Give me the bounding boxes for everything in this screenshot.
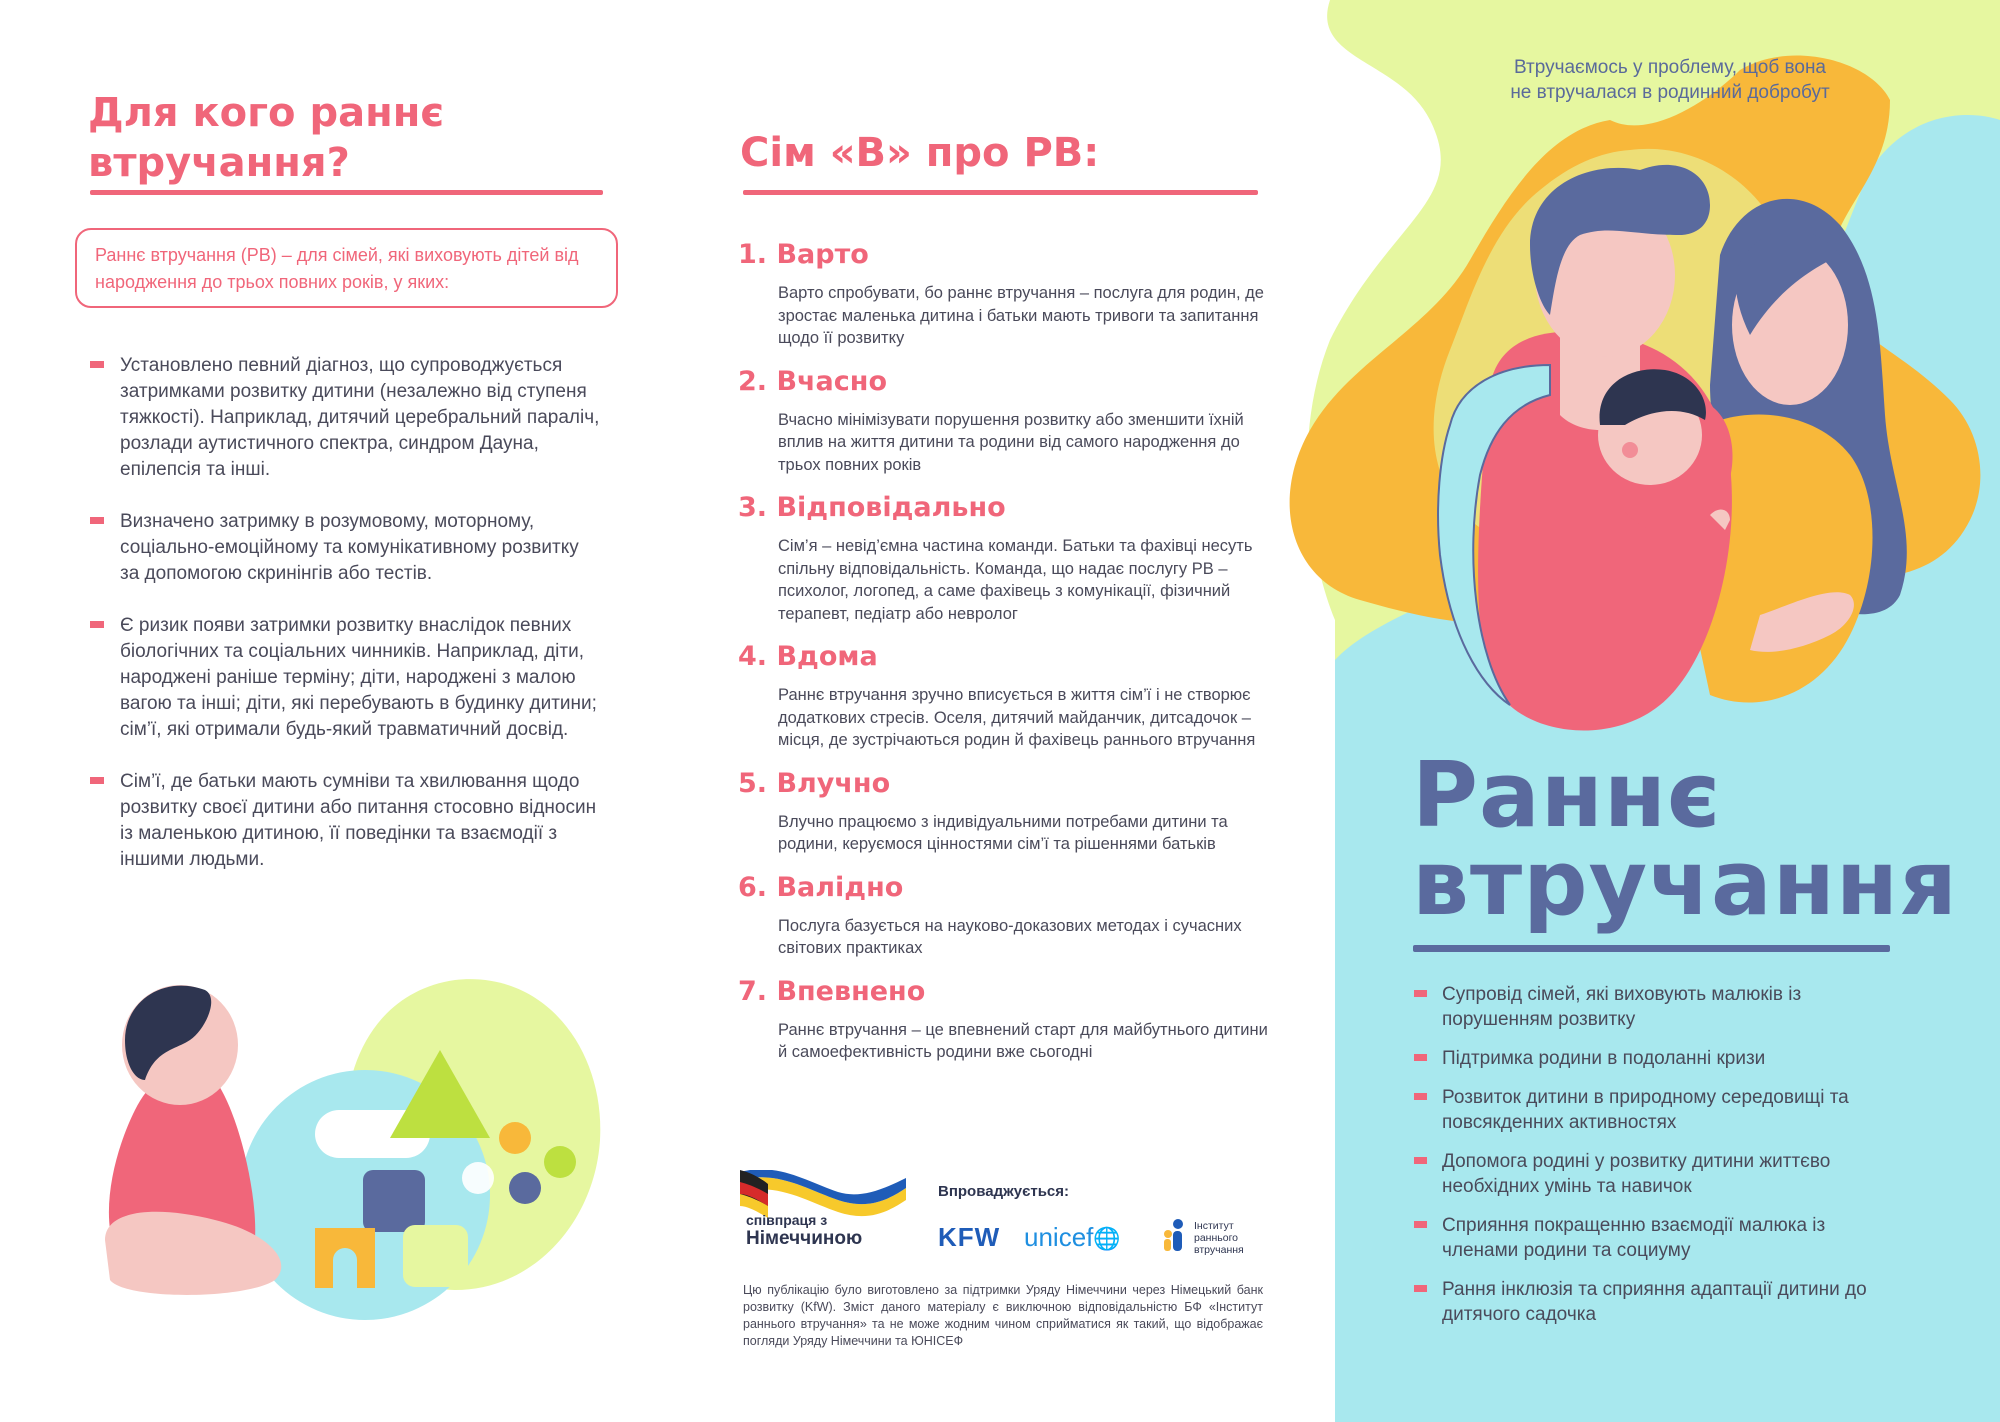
disclaimer-text: Цю публікацію було виготовлено за підтримки Уряду Німеччини через Німецький банк розвитку (KfW). Зміст даного матеріалу є виключною відповідальністю БФ «Інститут раннього втручання» та не може жодним чином сприйматися як такий, що відображає погляди Уряду Німеччини та ЮНІСЕФ	[743, 1283, 1263, 1348]
middle-title-rule	[743, 190, 1258, 195]
item-title: 6. Валідно	[738, 871, 904, 903]
left-title-rule	[90, 190, 603, 195]
list-item	[738, 871, 1268, 960]
list-item: Визначено затримку в розумовому, моторному, соціально-емоційному та комунікативному розвитку за допомогою скринінгів або тестів.	[120, 509, 600, 587]
item-title: 7. Впевнено	[738, 975, 926, 1007]
right-title-line1: Раннє	[1412, 743, 1722, 848]
kfw-logo: KFW	[938, 1222, 1001, 1252]
list-item	[738, 365, 1268, 477]
list-item	[738, 975, 1268, 1064]
item-desc: Вчасно мінімізувати порушення розвитку або зменшити їхній вплив на життя дитини та родини від самого народження до трьох повних років	[778, 410, 1244, 474]
list-item	[738, 491, 1268, 625]
item-title: 5. Влучно	[738, 767, 891, 799]
item-title: 2. Вчасно	[738, 365, 887, 397]
intro-text: Раннє втручання (РВ) – для сімей, які виховують дітей від народження до трьох повних років, у яких:	[95, 245, 579, 292]
tagline-line2: не втручалася в родинний добробут	[1510, 82, 1830, 103]
item-desc: Раннє втручання – це впевнений старт для майбутнього дитини й самоефективність родини вже сьогодні	[778, 1020, 1268, 1061]
middle-title: Сім «В» про РВ:	[740, 130, 1100, 176]
globe-icon: 🌐	[1093, 1226, 1121, 1251]
right-title-rule	[1413, 945, 1890, 952]
tagline	[1460, 55, 1880, 105]
item-desc: Послуга базується на науково-доказових методах і сучасних світових практиках	[778, 916, 1242, 957]
unicef-logo-text: unicef	[1024, 1222, 1094, 1252]
child-with-toys-illustration	[95, 970, 615, 1320]
list-item: Установлено певний діагноз, що супроводжується затримками розвитку дитини (незалежно від ступеня тяжкості). Наприклад, дитячий церебральний параліч, розлади аутистичного спектра, синдром Дауна, епілепсія та інші.	[120, 353, 600, 483]
list-item	[738, 238, 1268, 350]
list-item: Супровід сімей, які виховують малюків із порушенням розвитку	[1442, 982, 1892, 1032]
right-title-line2: втручання	[1412, 831, 1958, 936]
list-item: Розвиток дитини в природному середовищі та повсякденних активностях	[1442, 1085, 1892, 1135]
caption-line2: Німеччиною	[746, 1228, 863, 1249]
seven-v-list	[738, 238, 1268, 1064]
list-item: Підтримка родини в подоланні кризи	[1442, 1046, 1892, 1071]
tagline-line1: Втручаємось у проблему, щоб вона	[1513, 57, 1827, 78]
intro-box	[75, 228, 618, 308]
institute-logo-icon	[1160, 1218, 1192, 1254]
list-item: Сприяння покращенню взаємодії малюка із членами родини та социуму	[1442, 1213, 1892, 1263]
list-item: Сім’ї, де батьки мають сумніви та хвилювання щодо розвитку своєї дитини або питання стосовно відносин із маленькою дитиною, її поведінки та взаємодії з іншими людьми.	[120, 769, 600, 873]
list-item	[738, 767, 1268, 856]
right-title	[1412, 743, 1958, 936]
item-desc: Влучно працюємо з індивідуальними потребами дитини та родини, керуємося цінностями сім’ї та рішеннями батьків	[778, 812, 1228, 853]
item-title: 1. Варто	[738, 239, 869, 270]
services-list	[1442, 982, 1892, 1341]
institute-logo-text: Інститут раннього втручання	[1194, 1220, 1244, 1256]
item-title: 4. Вдома	[738, 641, 878, 672]
implemented-by-label: Впроваджується:	[938, 1183, 1070, 1200]
item-desc: Сім’я – невід’ємна частина команди. Батьки та фахівці несуть спільну відповідальність. Команда, що надає послугу РВ – психолог, логопед, а саме фахівець з комунікації, фізичний терапевт, педіатр або невролог	[778, 537, 1253, 623]
left-title-line2: втручання?	[88, 140, 350, 186]
list-item	[738, 640, 1268, 752]
unicef-logo	[1024, 1222, 1121, 1253]
item-title: 3. Відповідально	[738, 492, 1006, 523]
criteria-list	[120, 353, 600, 899]
family-illustration	[1380, 135, 1920, 745]
left-title	[88, 88, 444, 188]
left-title-line1: Для кого раннє	[88, 90, 445, 136]
germany-cooperation-caption	[746, 1212, 862, 1250]
item-desc: Варто спробувати, бо раннє втручання – послуга для родин, де зростає маленька дитина і батьки мають тривоги та запитання щодо її розвитку	[778, 284, 1264, 347]
caption-line1: співпраця з	[746, 1212, 828, 1228]
list-item: Рання інклюзія та сприяння адаптації дитини до дитячого садочка	[1442, 1277, 1892, 1327]
item-desc: Раннє втручання зручно вписується в життя сім’ї і не створює додаткових стресів. Оселя, дитячий майданчик, дитсадочок – місця, де зустрічаються родин й фахівець раннього втручання	[778, 686, 1256, 749]
list-item: Допомога родині у розвитку дитини життєво необхідних умінь та навичок	[1442, 1149, 1892, 1199]
list-item: Є ризик появи затримки розвитку внаслідок певних біологічних та соціальних чинників. Наприклад, діти, народжені раніше терміну; діти, народжені з малою вагою та інші; діти, які перебувають в будинку дитини; сім’ї, які отримали будь-який травматичний досвід.	[120, 613, 600, 743]
